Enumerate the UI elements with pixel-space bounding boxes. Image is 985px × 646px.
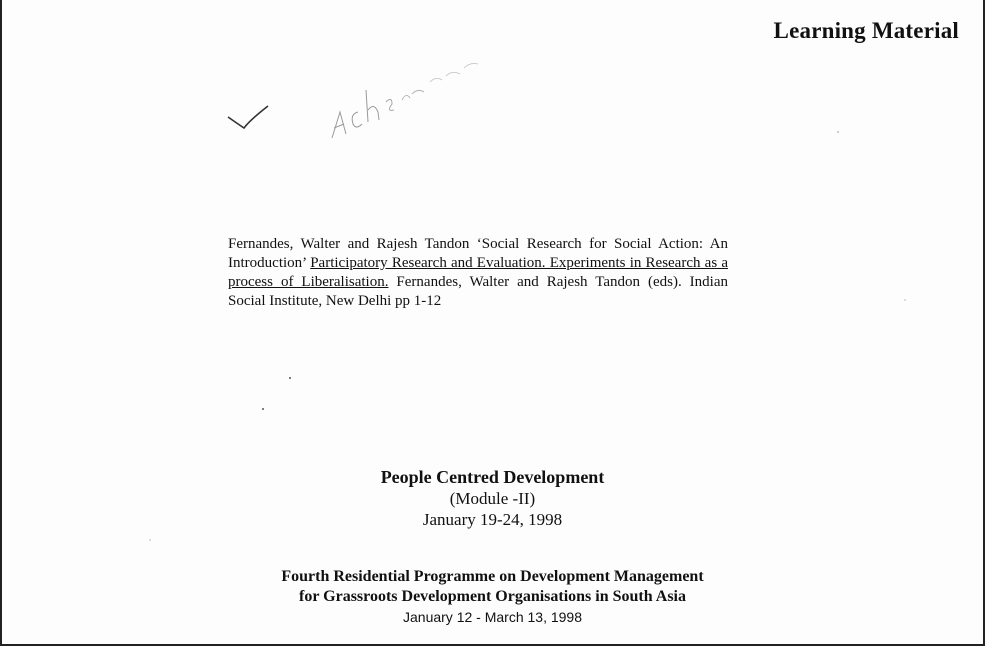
bibliographic-reference — [228, 235, 728, 311]
programme-dates: January 12 - March 13, 1998 — [403, 609, 582, 625]
left-border — [0, 0, 2, 646]
check-mark-icon — [228, 106, 268, 128]
module-subtitle: (Module -II) — [449, 489, 536, 508]
module-block — [0, 467, 985, 530]
reference-publisher: Fernandes, Walter and Rajesh Tandon (eds). Indian Social Institute, New Delhi pp 1-12 — [228, 274, 728, 309]
programme-block — [0, 567, 985, 627]
programme-line-1: Fourth Residential Programme on Development Management — [281, 568, 704, 585]
module-dates: January 19-24, 1998 — [422, 510, 563, 529]
module-title: People Centred Development — [380, 467, 605, 487]
header-title: Learning Material — [773, 18, 959, 43]
programme-line-2: for Grassroots Development Organisations in South Asia — [299, 588, 686, 605]
reference-book-title: Participatory Research and Evaluation. Experiments in Research as a process of Liberalisation. — [228, 255, 728, 290]
handwritten-tick-and-note — [220, 20, 500, 160]
reference-authors: Fernandes, Walter and Rajesh Tandon ‘Social Research for Social Action: An Introduction’ — [228, 236, 728, 271]
